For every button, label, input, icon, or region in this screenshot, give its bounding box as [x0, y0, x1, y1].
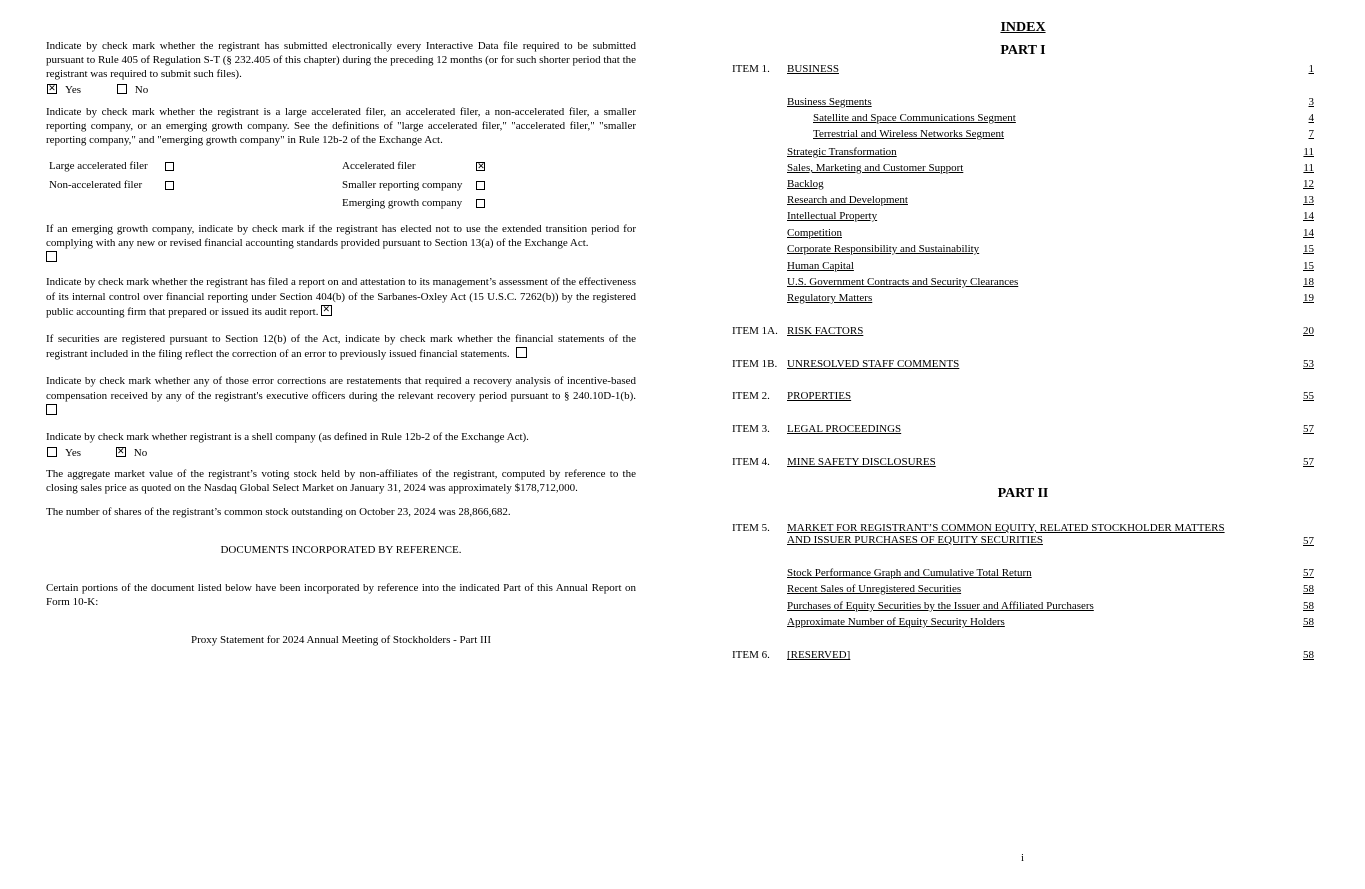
toc-entry-link-continued[interactable]: AND ISSUER PURCHASES OF EQUITY SECURITIES: [787, 534, 1043, 546]
toc-page-number[interactable]: 58: [1303, 616, 1314, 628]
large-accelerated-filer-label: Large accelerated filer: [49, 160, 148, 172]
toc-page-number[interactable]: 4: [1308, 112, 1314, 124]
toc-page-number[interactable]: 57: [1303, 456, 1314, 468]
toc-row: [732, 226, 1315, 240]
toc-page-number[interactable]: 58: [1303, 649, 1314, 661]
toc-row: [732, 648, 1315, 662]
market-value-statement: The aggregate market value of the registrant’s voting stock held by non-affiliates of the registrant, computed by reference to the closing sales price as quoted on the Nasdaq Global Select Market on January 31, 2024 was approximately $178,712,000.: [46, 468, 636, 494]
non-accelerated-filer-checkbox[interactable]: [165, 181, 174, 190]
page-number: i: [1021, 852, 1025, 864]
accelerated-filer-checkbox[interactable]: [476, 162, 485, 171]
interactive-data-options: ✕Yes No: [46, 83, 636, 97]
filer-status-question: Indicate by check mark whether the registrant is a large accelerated filer, an accelerated filer, a non-accelerated filer, a smaller reporting company, or an emerging growth company. See the definitions of "large accelerated filer," "accelerated filer," "smaller reporting company," and "emerging growth company" in Rule 12b-2 of the Exchange Act.: [46, 106, 636, 146]
toc-row: [732, 95, 1315, 109]
error-correction-checkbox[interactable]: [516, 347, 527, 358]
large-accelerated-filer-checkbox[interactable]: [165, 162, 174, 171]
toc-item-number: ITEM 1.: [732, 63, 770, 75]
toc-row: [732, 193, 1315, 207]
toc-page-number[interactable]: 15: [1303, 260, 1314, 272]
smaller-reporting-company-checkbox[interactable]: [476, 181, 485, 190]
filer-status-grid: [46, 159, 636, 217]
toc-row: [732, 357, 1315, 371]
toc-item-number: ITEM 2.: [732, 390, 770, 402]
emerging-growth-transition-question: If an emerging growth company, indicate by check mark if the registrant has elected not to use the extended transition period for complying with any new or revised financial accounting standards provided pursuant to Section 13(a) of the Exchange Act.: [46, 223, 636, 249]
toc-row: [732, 324, 1315, 338]
toc-page-number[interactable]: 53: [1303, 358, 1314, 370]
part-1-heading: PART I: [1000, 43, 1046, 58]
toc-page-number[interactable]: 20: [1303, 325, 1314, 337]
toc-item-number: ITEM 5.: [732, 522, 770, 534]
toc-entry-link[interactable]: PROPERTIES: [787, 390, 852, 402]
toc-entry-link[interactable]: Backlog: [787, 178, 824, 190]
toc-entry-link[interactable]: Competition: [787, 227, 842, 239]
interactive-data-no-checkbox[interactable]: [117, 84, 127, 94]
toc-page-number[interactable]: 58: [1303, 583, 1314, 595]
toc-entry-link[interactable]: Satellite and Space Communications Segment: [813, 112, 1016, 124]
toc-page-number[interactable]: 7: [1308, 128, 1314, 140]
toc-entry-link[interactable]: Terrestrial and Wireless Networks Segment: [813, 128, 1005, 140]
toc-row: [732, 422, 1315, 436]
toc-entry-link[interactable]: Business Segments: [787, 96, 872, 108]
toc-entry-link[interactable]: MARKET FOR REGISTRANT’S COMMON EQUITY, RELATED STOCKHOLDER MATTERS: [787, 522, 1225, 534]
toc-page-number[interactable]: 57: [1303, 423, 1314, 435]
toc-page-number[interactable]: 14: [1303, 227, 1314, 239]
emerging-growth-company-checkbox[interactable]: [476, 199, 485, 208]
toc-entry-link[interactable]: RISK FACTORS: [787, 325, 864, 337]
toc-page-number[interactable]: 11: [1303, 162, 1314, 174]
toc-item-number: ITEM 1B.: [732, 358, 778, 370]
toc-row: [732, 209, 1315, 223]
part-2-heading: PART II: [997, 486, 1049, 501]
toc-row: [732, 242, 1315, 256]
shell-company-yes-checkbox[interactable]: [47, 447, 57, 457]
toc-entry-link[interactable]: UNRESOLVED STAFF COMMENTS: [787, 358, 960, 370]
toc-row: [732, 599, 1315, 613]
toc-entry-link[interactable]: Research and Development: [787, 194, 908, 206]
toc-entry-link[interactable]: Strategic Transformation: [787, 146, 897, 158]
emerging-growth-transition-checkbox[interactable]: [46, 251, 57, 262]
toc-entry-link[interactable]: [RESERVED]: [787, 649, 851, 661]
toc-entry-link[interactable]: U.S. Government Contracts and Security Clearances: [787, 276, 1019, 288]
shares-outstanding-statement: The number of shares of the registrant’s common stock outstanding on October 23, 2024 was 28,866,682.: [46, 506, 511, 518]
error-correction-question: If securities are registered pursuant to Section 12(b) of the Act, indicate by check mark whether the financial statements of the registrant included in the filing reflect the correction of an error to previously issued financial statements.: [46, 333, 636, 360]
toc-page-number[interactable]: 1: [1308, 63, 1314, 75]
toc-row: [732, 521, 1315, 547]
emerging-growth-company-label: Emerging growth company: [342, 197, 463, 209]
toc-page-number[interactable]: 13: [1303, 194, 1314, 206]
toc-entry-link[interactable]: Corporate Responsibility and Sustainability: [787, 243, 980, 255]
toc-item-number: ITEM 1A.: [732, 325, 778, 337]
toc-entry-link[interactable]: MINE SAFETY DISCLOSURES: [787, 456, 936, 468]
toc-row: [732, 275, 1315, 289]
toc-row: [732, 582, 1315, 596]
toc-entry-link[interactable]: LEGAL PROCEEDINGS: [787, 423, 902, 435]
recovery-analysis-question: Indicate by check mark whether any of those error corrections are restatements that required a recovery analysis of incentive-based compensation received by any of the registrant's executive officers during the relevant recovery period pursuant to § 240.10D-1(b).: [46, 374, 636, 419]
toc-row: [732, 111, 1315, 125]
interactive-data-question: Indicate by check mark whether the registrant has submitted electronically every Interactive Data file required to be submitted pursuant to Rule 405 of Regulation S-T (§ 232.405 of this chapter) during the preceding 12 months (or for such shorter period that the registrant was required to submit such files).: [46, 40, 637, 80]
shell-company-no-checkbox[interactable]: [116, 447, 126, 457]
toc-page-number[interactable]: 55: [1303, 390, 1314, 402]
toc-entry-link[interactable]: Recent Sales of Unregistered Securities: [787, 583, 962, 595]
toc-entry-link[interactable]: Human Capital: [787, 260, 854, 272]
attestation-question: Indicate by check mark whether the registrant has filed a report on and attestation to its management’s assessment of the effectiveness of its internal control over financial reporting under Section 404(b) of the Sarbanes-Oxley Act (15 U.S.C. 7262(b)) by the registered public accounting firm that prepared or issued its audit report. ✕: [46, 275, 636, 320]
recovery-analysis-checkbox[interactable]: [46, 404, 57, 415]
toc-row: [732, 566, 1315, 580]
toc-item-number: ITEM 4.: [732, 456, 770, 468]
toc-row: [732, 259, 1315, 273]
toc-entry-link[interactable]: Regulatory Matters: [787, 292, 873, 304]
toc-entry-link[interactable]: BUSINESS: [787, 63, 839, 75]
toc-page-number[interactable]: 58: [1303, 600, 1314, 612]
toc-item-number: ITEM 6.: [732, 649, 770, 661]
toc-page-number[interactable]: 57: [1303, 567, 1314, 579]
toc-page-number[interactable]: 18: [1303, 276, 1314, 288]
toc-row: [732, 291, 1315, 305]
shell-company-options: Yes ✕ No: [46, 446, 636, 460]
toc-page-number[interactable]: 11: [1303, 146, 1314, 158]
toc-page-number[interactable]: 3: [1308, 96, 1314, 108]
toc-row: [732, 389, 1315, 403]
toc-entry-link[interactable]: Stock Performance Graph and Cumulative Total Return: [787, 567, 1032, 579]
attestation-checkbox[interactable]: [321, 305, 332, 316]
cover-page-left-column: [46, 39, 636, 647]
toc-page-number[interactable]: 14: [1303, 210, 1314, 222]
toc-row: [732, 127, 1315, 141]
toc-entry-link[interactable]: Sales, Marketing and Customer Support: [787, 162, 964, 174]
toc-row: [732, 615, 1315, 629]
index-title: INDEX: [1000, 20, 1046, 35]
non-accelerated-filer-label: Non-accelerated filer: [49, 179, 143, 191]
interactive-data-yes-checkbox[interactable]: [47, 84, 57, 94]
shell-company-question: Indicate by check mark whether registrant is a shell company (as defined in Rule 12b-2 of the Exchange Act).: [46, 431, 529, 443]
toc-entry-link[interactable]: Approximate Number of Equity Security Holders: [787, 616, 1005, 628]
toc-item-number: ITEM 3.: [732, 423, 770, 435]
toc-page-number[interactable]: 19: [1303, 292, 1314, 304]
toc-row: [732, 455, 1315, 469]
toc-row: [732, 62, 1315, 76]
toc-row: [732, 177, 1315, 191]
toc-row: [732, 161, 1315, 175]
smaller-reporting-company-label: Smaller reporting company: [342, 179, 463, 191]
toc-page-number[interactable]: 12: [1303, 178, 1314, 190]
toc-entry-link[interactable]: Purchases of Equity Securities by the Issuer and Affiliated Purchasers: [787, 600, 1094, 612]
accelerated-filer-label: Accelerated filer: [342, 160, 416, 172]
proxy-statement-reference: Proxy Statement for 2024 Annual Meeting of Stockholders - Part III: [190, 634, 491, 646]
documents-incorporated-heading: DOCUMENTS INCORPORATED BY REFERENCE.: [220, 544, 462, 556]
toc-entry-link[interactable]: Intellectual Property: [787, 210, 878, 222]
toc-row: [732, 145, 1315, 159]
toc-page-number[interactable]: 57: [1303, 535, 1314, 547]
documents-incorporated-text: Certain portions of the document listed below have been incorporated by reference into the indicated Part of this Annual Report on Form 10-K:: [46, 582, 636, 608]
toc-page-number[interactable]: 15: [1303, 243, 1314, 255]
